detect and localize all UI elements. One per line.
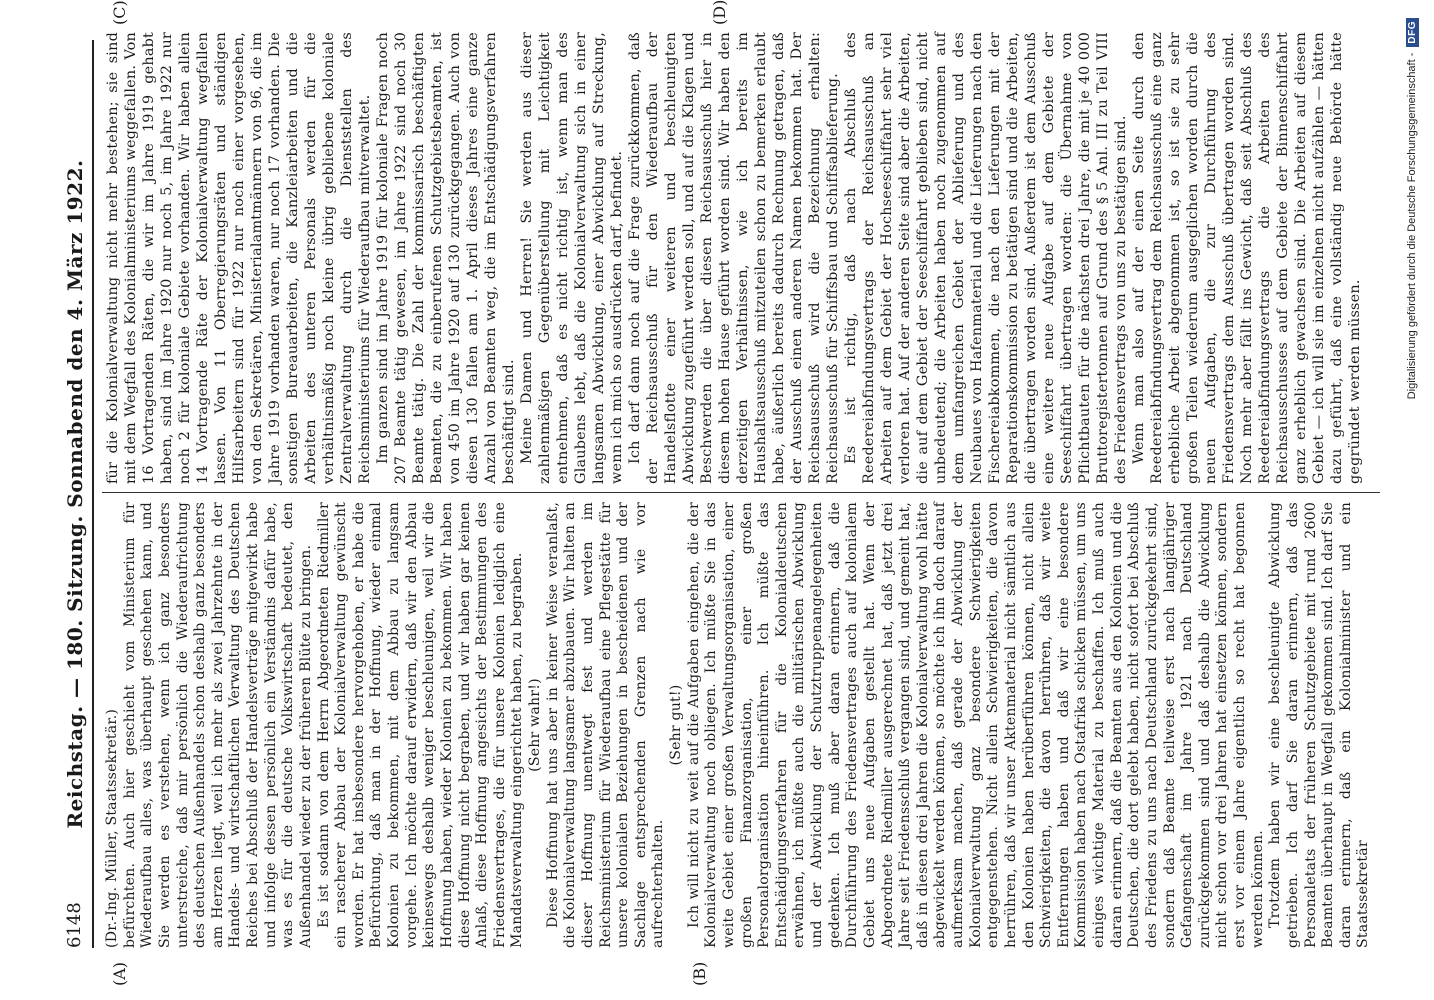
speaker-line: (Dr.-Ing. Müller, Staatssekretär.) — [104, 708, 120, 948]
page-header — [58, 40, 94, 948]
paragraph: Es ist sodann von dem Herrn Abgeordneten Riedmiller ein rascherer Abbau der Kolonialverwaltung gewünscht worden. Er hat insbesondere hervorgehoben, er habe die Befürchtung, daß man in der Hoffnung, wieder einmal Kolonien zu bekommen, mit dem Abbau zu langsam vorgehe. Ich möchte darauf erwidern, daß wir den Abbau keineswegs deshalb weniger beschleunigen, weil wir die Hoffnung haben, wieder Kolonien zu bekommen. Wir haben diese Hoffnung nicht begraben, und wir haben gar keinen Anlaß, diese Hoffnung angesichts der Bestimmungen des Friedensvertrages, die für unsere Kolonien lediglich eine Mandatsverwaltung eingerichtet haben, zu begraben. — [315, 502, 526, 948]
margin-marker-d: (D) — [710, 0, 729, 25]
scanned-page — [50, 0, 1400, 1000]
paragraph: befürchten. Auch hier geschieht vom Ministerium für Wiederaufbau alles, was überhaupt geschehen kann, und Sie werden es verstehen, wenn ich ganz besonders unterstreiche, daß mir persönlich die Wiederaufrichtung des deutschen Außenhandels schon deshalb ganz besonders am Herzen liegt, weil ich mehr als zwei Jahrzehnte in der Handels- und wirtschaftlichen Verwaltung des Deutschen Reiches bei Abschluß der Handelsverträge mitgewirkt habe und infolge dessen persönlich ein Verständnis dafür habe, was es für die deutsche Volkswirtschaft bedeutet, den Außenhandel wieder zu der früheren Blüte zu bringen. — [121, 502, 314, 948]
page-number: 6148 — [64, 902, 85, 948]
interjection: (Sehr wahr!) — [527, 678, 543, 772]
paragraph: Es ist richtig, daß nach Abschluß des Reedereiabfindungsvertrags der Reichsausschuß an Arbeiten auf dem Gebiet der Hochseeschiffahrt sehr viel verloren hat. Auf der anderen Seite sind aber die Arbeiten, die auf dem Gebiet der Seeschiffahrt geblieben sind, nicht unbedeutend; die Arbeiten haben noch zugenommen auf dem umfangreichen Gebiet der Ablieferung und des Neubaues von Hafenmaterial und die Lieferungen nach den Fischereiabkommen, die nach den Lieferungen mit der Reparationskommission zu betätigen sind und die Arbeiten, die übertragen worden sind. Außerdem ist dem Ausschuß eine weitere neue Aufgabe auf dem Gebiete der Seeschiffahrt übertragen worden: die Übernahme von Pflichtbauten für die nächsten drei Jahre, die mit je 40 000 Bruttoregistertonnen auf Grund des § 5 Anl. III zu Teil VIII des Friedensvertrags von uns zu bestätigen sind. — [843, 32, 1129, 484]
credit-text: Digitalisierung gefördert durch die Deutsche Forschungsgemeinschaft - — [1406, 52, 1418, 400]
paragraph: für die Kolonialverwaltung nicht mehr bestehen; sie sind mit dem Wegfall des Kolonialministeriums weggefallen. Von 16 Vortragenden Räten, die wir im Jahre 1919 gehabt haben, sind im Jahre 1920 nur noch 5, im Jahre 1922 nur noch 2 für koloniale Gebiete vorhanden. Wir haben allein 14 Vortragende Räte der Kolonialverwaltung wegfallen lassen. Von 11 Oberregierungsräten und ständigen Hilfsarbeitern sind für 1922 nur noch einer vorgesehen, von den Sekretären, Ministerialamtmännern von 96, die im Jahre 1919 vorhanden waren, nur noch 17 vorhanden. Die sonstigen Bureauarbeiten, die Kanzleiarbeiten und die Arbeiten des unteren Personals werden für die verhältnismäßig noch kleine übrig gebliebene koloniale Zentralverwaltung durch die Dienststellen des Reichsministeriums für Wiederaufbau mitverwaltet. — [105, 32, 373, 484]
column-divider — [102, 492, 1380, 493]
paragraph: Trotzdem haben wir eine beschleunigte Abwicklung getrieben. Ich darf Sie daran erinnern, daß das Personaletats der früheren Schutzgebiete mit rund 2600 Beamten überhaupt in Wegfall gekommen sind. Ich darf Sie daran erinnern, daß ein Kolonialminister und ein Staatssekretär — [1267, 502, 1372, 948]
margin-marker-b: (B) — [690, 961, 709, 986]
digitization-credit — [1390, 0, 1434, 1000]
left-column — [104, 502, 1380, 948]
dfg-logo: DFG — [1406, 18, 1419, 47]
paragraph: Ich darf dann noch auf die Frage zurückkommen, daß der Reichsausschuß für den Wiederaufbau der Handelsflotte einer weiteren und beschleunigten Abwicklung zugeführt werden soll, und auf die Klagen und Beschwerden die über diesen Reichsausschuß hier in diesem hohen Hause geführt worden sind. Wir haben den derzeitigen Verhältnissen, wie ich bereits im Haushaltsausschuß mitzuteilen schon zu bemerken erlaubt habe, äußerlich bereits dadurch Rechnung getragen, daß der Ausschuß einen anderen Namen bekommen hat. Der Reichsausschuß wird die Bezeichnung erhalten: Reichsausschuß für Schiffsbau und Schiffsablieferung. — [627, 32, 841, 484]
interjection: (Sehr gut!) — [668, 684, 684, 766]
running-title: Reichstag. — 180. Sitzung. Sonnabend den 4. März 1922. — [63, 159, 87, 829]
paragraph: Ich will nicht zu weit auf die Aufgaben eingehen, die der Kolonialverwaltung noch obliegen. Ich müßte Sie in das weite Gebiet einer großen Verwaltungsorganisation, einer großen Finanzorganisation, einer großen Personalorganisation hineinführen. Ich müßte das Entschädigungsverfahren für die Kolonialdeutschen erwähnen, ich müßte auch die militärischen Abwicklung und der Abwicklung der Schutztruppenangelegenheiten gedenken. Ich muß aber daran erinnern, daß die Durchführung des Friedensvertrages auch auf kolonialem Gebiet uns neue Aufgaben gestellt hat. Wenn der Abgeordnete Riedmiller ausgerechnet hat, daß jetzt drei Jahre seit Friedensschluß vergangen sind, und gemeint hat, daß in diesen drei Jahren die Kolonialverwaltung wohl hätte abgewickelt werden können, so möchte ich ihn doch darauf aufmerksam machen, daß gerade der Abwicklung der Kolonialverwaltung ganz besondere Schwierigkeiten entgegenstehen. Nicht allein Schwierigkeiten, die davon herrühren, daß wir unser Aktenmaterial nicht sämtlich aus den Kolonien haben herüberführen können, nicht allein Schwierigkeiten, die davon herrühren, daß wir weite Entfernungen haben und daß wir eine besondere Kommission haben nach Ostafrika schicken müssen, um uns einiges wichtige Material zu beschaffen. Ich muß auch daran erinnern, daß die Beamten aus den Kolonien und die Deutschen, die dort gelebt haben, nicht sofort bei Abschluß des Friedens zu uns nach Deutschland zurückgekehrt sind, sondern daß Beamte teilweise erst nach langjähriger Gefangenschaft im Jahre 1921 nach Deutschland zurückgekommen sind und daß deshalb die Abwicklung nicht schon vor drei Jahren hat einsetzen können, sondern erst vor einem Jahre eigentlich so recht hat begonnen werden können. — [685, 502, 1266, 948]
paragraph: Im ganzen sind im Jahre 1919 für koloniale Fragen noch 207 Beamte tätig gewesen, im Jahre 1922 sind noch 30 Beamte tätig. Die Zahl der kommissarisch beschäftigten Beamten, die zu einberufenen Schutzgebietsbeamten, ist von 450 im Jahre 1920 auf 130 zurückgegangen. Auch von diesen 130 fallen am 1. April dieses Jahres eine ganze Anzahl von Beamten weg, die im Entschädigungsverfahren beschäftigt sind. — [375, 32, 517, 484]
paragraph: Meine Damen und Herren! Sie werden aus dieser zahlenmäßigen Gegenüberstellung mit Leichtigkeit entnehmen, daß es nicht richtig ist, wenn man des Glaubens lebt, daß die Kolonialverwaltung sich in einer langsamen Abwicklung, einer Abwicklung auf Streckung, wenn ich mich so ausdrücken darf, befindet. — [519, 32, 625, 484]
paragraph: Diese Hoffnung hat uns aber in keiner Weise veranlaßt, die Kolonialverwaltung langsamer abzubauen. Wir halten an dieser Hoffnung unentwegt fest und werden im Reichsministerium für Wiederaufbau eine Pflegestätte für unsere kolonialen Beziehungen in bescheidenen und der Sachlage entsprechenden Grenzen nach wie vor aufrechterhalten. — [544, 502, 667, 948]
paragraph: Wenn man also auf der einen Seite durch den Reedereiabfindungsvertrag dem Reichsausschuß eine ganz erhebliche Arbeit abgenommen ist, so ist sie zu sehr großen Teilen wiederum ausgeglichen worden durch die neuen Aufgaben, die zur Durchführung des Friedensvertrags dem Ausschuß übertragen worden sind. Noch mehr aber fällt ins Gewicht, daß seit Abschluß des Reedereiabfindungsvertrags die Arbeiten des Reichsausschusses auf dem Gebiete der Binnenschiffahrt ganz erheblich gewachsen sind. Die Arbeiten auf diesem Gebiet — ich will sie im einzelnen nicht aufzählen — hätten dazu geführt, daß eine vollständig neue Behörde hätte gegründet werden müssen. — [1131, 32, 1363, 484]
page-content — [50, 0, 1400, 1000]
right-column — [104, 32, 1380, 484]
margin-marker-c: (C) — [110, 0, 129, 25]
margin-marker-a: (A) — [110, 961, 129, 986]
